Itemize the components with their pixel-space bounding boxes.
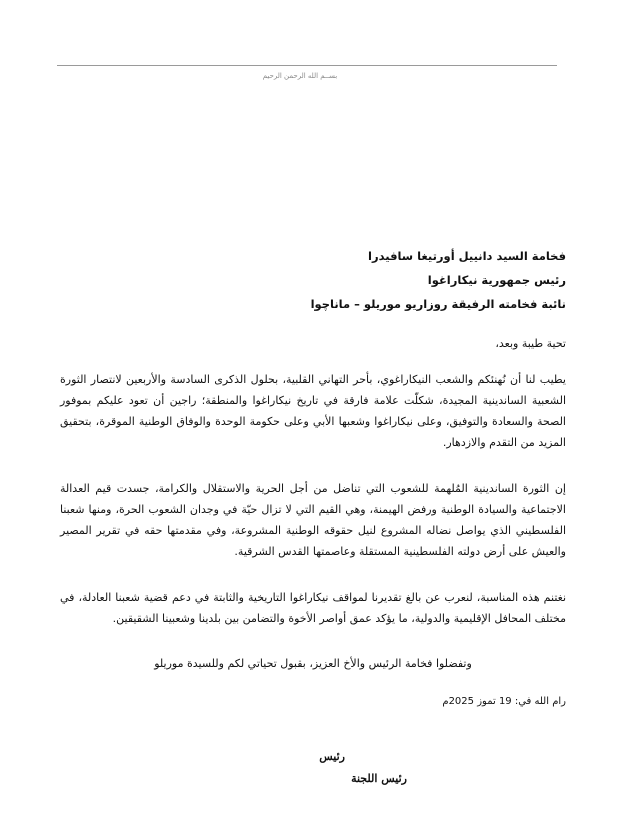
signature-title: رئيس <box>319 750 345 763</box>
paragraph-2: إن الثورة الساندينية المُلهمة للشعوب التي تناضل من أجل الحرية والاستقلال والكرامة، جسدت قيم العدالة الاجتماعية والسيادة الوطنية ورفض الهيمنة، وهي القيم التي لا تزال حيّة في وجدان الشعوب الحرة، ومنها شعبنا الفلسطيني الذي يواصل نضاله المشروع لنيل حقوقه الوطنية المشروعة، وفي مقدمتها حقه في تقرير المصير والعيش على أرض دولته الفلسطينية المستقلة وعاصمتها القدس الشرقية. <box>60 482 566 558</box>
header-divider <box>57 65 557 66</box>
paragraph-1: يطيب لنا أن نُهنئكم والشعب النيكاراغوي، بأحر التهاني القلبية، بحلول الذكرى السادسة والأربعين لانتصار الثورة الشعبية الساندينية المجيدة، شكلّت علامة فارقة في تاريخ نيكاراغوا والمنطقة؛ راجين أن تعود عليكم بموفور الصحة والسعادة والتوفيق، وعلى نيكاراغوا وشعبها الأبي وعلى حكومة الوحدة والوفاق الوطنية الموقرة، بتحقيق المزيد من التقدم والازدهار. <box>60 373 566 449</box>
date-line: رام الله في: 19 تموز 2025م <box>442 696 566 707</box>
addressee-line-3: نائبة فخامته الرفيقة روزاريو موريلو – ماناچوا <box>310 297 566 311</box>
closing-line: وتفضلوا فخامة الرئيس والأخ العزيز، بقبول تحياتي لكم وللسيدة موريلو <box>154 657 472 670</box>
addressee-block <box>60 244 566 316</box>
addressee-line-1: فخامة السيد دانييل أورتيغا سافيدرا <box>368 249 566 263</box>
addressee-line-2: رئيس جمهورية نيكاراغوا <box>427 273 566 287</box>
basmala-header: بســم الله الرحمن الرحيم <box>262 72 338 80</box>
paragraph-3: نغتنم هذه المناسبة، لنعرب عن بالغ تقديرنا لمواقف نيكاراغوا التاريخية والثابتة في دعم قضية شعبنا العادلة، في مختلف المحافل الإقليمية والدولية، ما يؤكد عمق أواصر الأخوة والتضامن بين بلدينا وشعبينا الشقيقين. <box>60 591 566 625</box>
signature-committee: رئيس اللجنة <box>351 772 407 785</box>
greeting: تحية طيبة وبعد، <box>495 337 566 350</box>
